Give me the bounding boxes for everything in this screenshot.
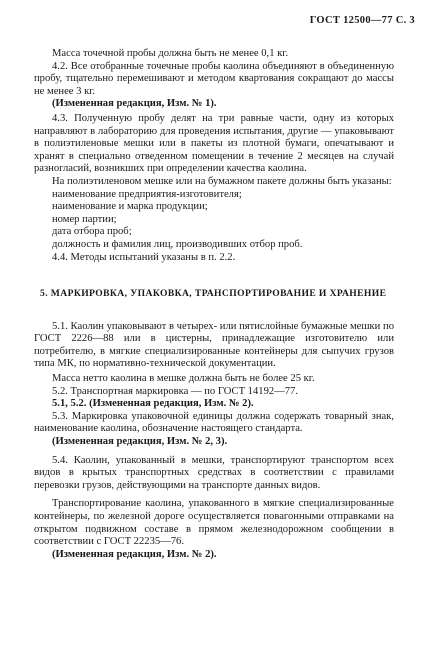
paragraph-5-2: 5.2. Транспортная маркировка — по ГОСТ 14192—77. bbox=[52, 385, 299, 397]
amendment-note-2: 5.1, 5.2. (Измененная редакция, Изм. № 2). bbox=[52, 398, 254, 410]
paragraph-5-3: 5.3. Маркировка упаковочной единицы должна содержать товарный знак, наименование каолина, обозначение настоящего стандарта. bbox=[34, 410, 394, 435]
list-item-manufacturer: наименование предприятия-изготовителя; bbox=[52, 188, 242, 200]
document-body bbox=[34, 48, 394, 561]
section-heading-5: 5. МАРКИРОВКА, УПАКОВКА, ТРАНСПОРТИРОВАНИЕ И ХРАНЕНИЕ bbox=[40, 288, 387, 300]
paragraph-sample-mass: Масса точечной пробы должна быть не менее 0,1 кг. bbox=[52, 48, 289, 59]
paragraph-net-mass: Масса нетто каолина в мешке должна быть не более 25 кг. bbox=[52, 373, 315, 385]
amendment-note-3: (Измененная редакция, Изм. № 2, 3). bbox=[52, 436, 228, 448]
paragraph-4-3: 4.3. Полученную пробу делят на три равные части, одну из которых направляют в лабораторию для проведения испытания, другие — упаковывают в полиэтиленовые мешки или в пакеты из плотной бумаги, опечатывают и хранят в специально отведенном помещении в течение 2 месяцев на случай разногласий, возникших при определении качества каолина. bbox=[34, 112, 394, 175]
list-item-samplers: должность и фамилия лиц, производивших отбор проб. bbox=[52, 238, 303, 250]
page-header: ГОСТ 12500—77 С. 3 bbox=[309, 15, 415, 26]
paragraph-5-4: 5.4. Каолин, упакованный в мешки, транспортируют транспортом всех видов в крытых транспортных средствах в соответствии с правилами перевозки грузов, действующими на транспорте данных видов. bbox=[34, 454, 394, 491]
list-item-batch-number: номер партии; bbox=[52, 213, 117, 225]
paragraph-4-2: 4.2. Все отобранные точечные пробы каолина объединяют в объединенную пробу, тщательно перемешивают и методом квартования сокращают до массы не менее 3 кг. bbox=[34, 60, 394, 97]
paragraph-5-1: 5.1. Каолин упаковывают в четырех- или пятислойные бумажные мешки по ГОСТ 2226—88 или в цистерны, принадлежащие изготовителю или потребителю, в мягкие специализированные контейнеры для сыпучих грузов типа МК, по нормативно-технической документации. bbox=[34, 320, 394, 370]
amendment-note-1: (Измененная редакция, Изм. № 1). bbox=[52, 98, 217, 110]
list-item-sampling-date: дата отбора проб; bbox=[52, 226, 132, 238]
paragraph-labels-intro: На полиэтиленовом мешке или на бумажном пакете должны быть указаны: bbox=[52, 175, 392, 187]
paragraph-4-4: 4.4. Методы испытаний указаны в п. 2.2. bbox=[52, 251, 236, 263]
paragraph-containers: Транспортирование каолина, упакованного в мягкие специализированные контейнеры, по железной дороге осуществляется повагонными отправками на открытом подвижном составе в прямом железнодорожном сообщении в соответствии с ГОСТ 22235—76. bbox=[34, 498, 394, 548]
amendment-note-4: (Измененная редакция, Изм. № 2). bbox=[52, 548, 217, 560]
list-item-product-grade: наименование и марка продукции; bbox=[52, 201, 208, 213]
